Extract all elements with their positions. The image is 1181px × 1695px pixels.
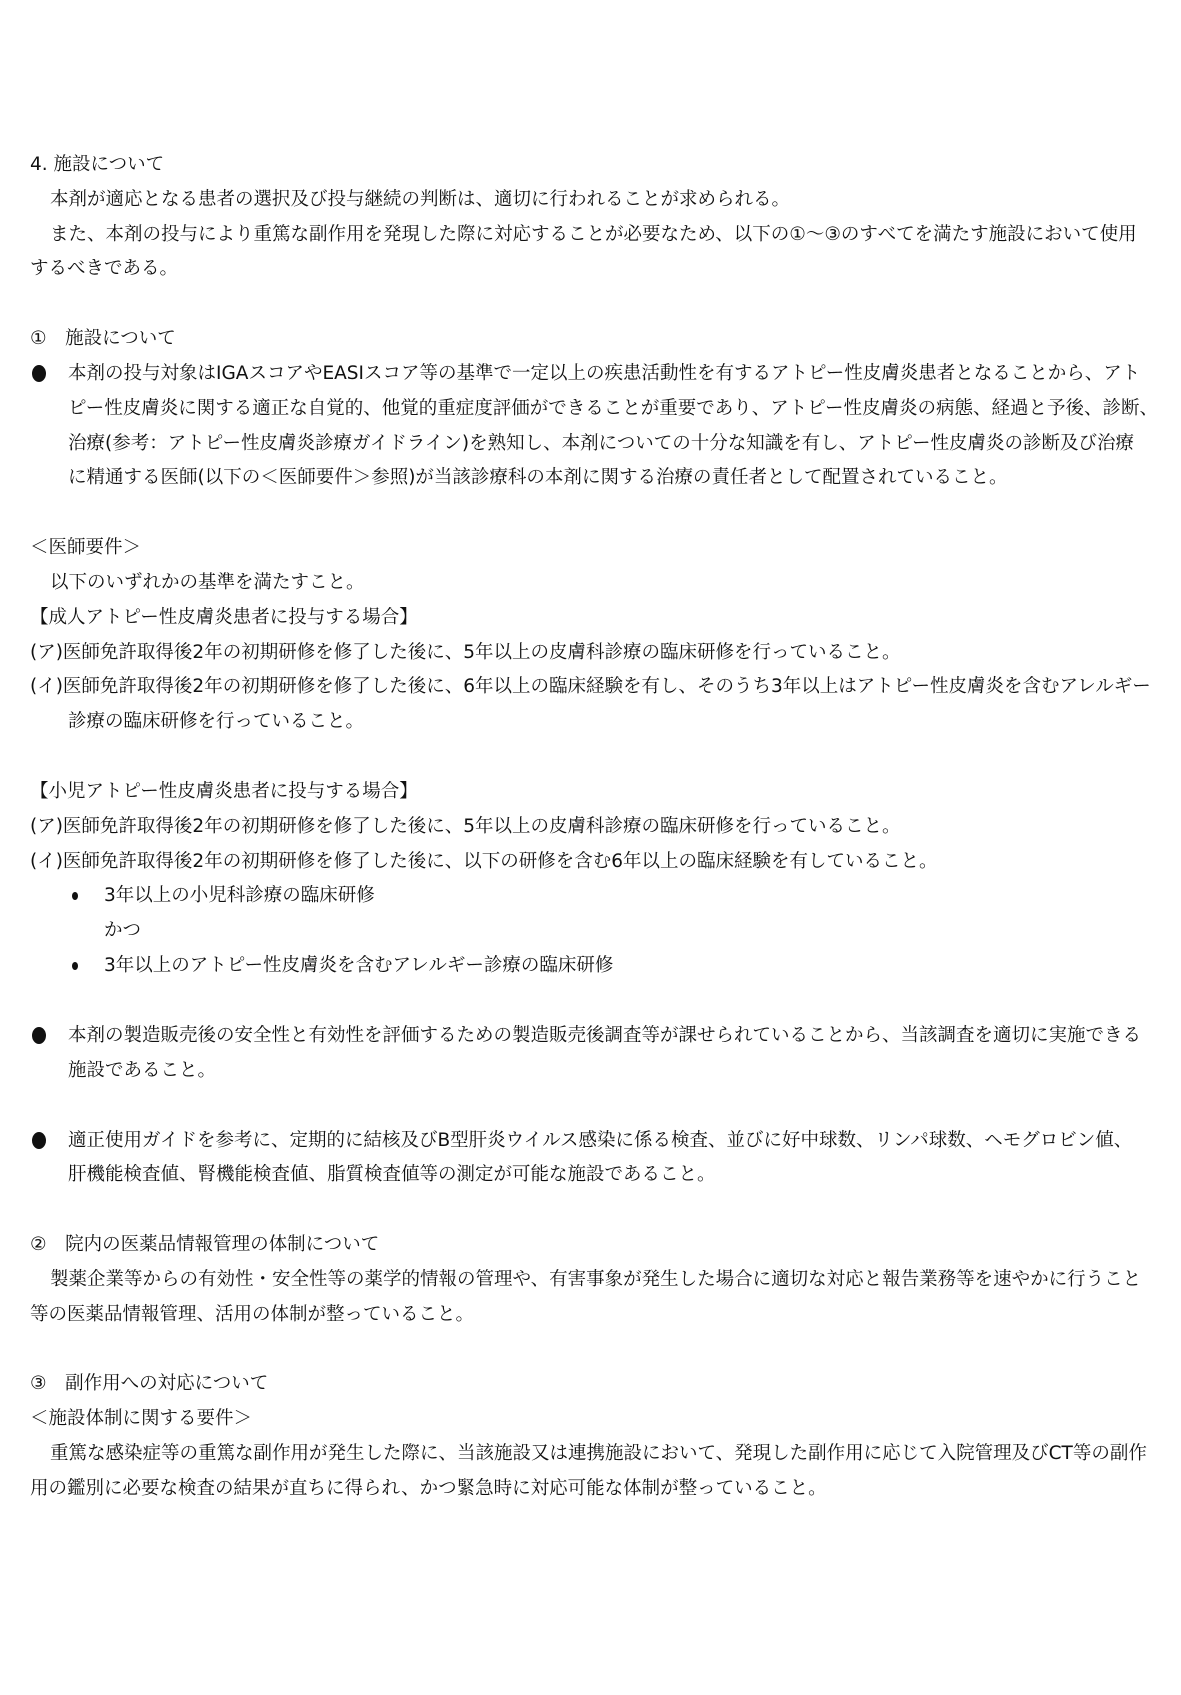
paragraph-line: 適正使用ガイドを参考に、定期的に結核及びB型肝炎ウイルス感染に係る検査、並びに好中球数、リンパ球数、ヘモグロビン値、	[68, 1130, 1133, 1151]
child-sub-item: 3年以上の小児科診療の臨床研修	[104, 885, 375, 906]
intro-line: するべきである。	[30, 258, 179, 279]
paragraph-line: 重篤な感染症等の重篤な副作用が発生した際に、当該施設又は連携施設において、発現した副作用に応じて入院管理及びCT等の副作	[50, 1443, 1147, 1464]
paragraph-line: 等の医薬品情報管理、活用の体制が整っていること。	[30, 1304, 475, 1325]
paragraph-line: に精通する医師(以下の＜医師要件＞参照)が当該診療科の本剤に関する治療の責任者として配置されていること。	[68, 467, 1008, 488]
bullet-icon	[32, 1132, 46, 1149]
child-heading: 【小児アトピー性皮膚炎患者に投与する場合】	[30, 781, 418, 802]
bullet-icon	[32, 365, 46, 382]
section-3-heading: ③ 副作用への対応について	[30, 1373, 269, 1394]
facility-requirements-heading: ＜施設体制に関する要件＞	[30, 1408, 253, 1429]
section-1-heading: ① 施設について	[30, 328, 176, 349]
sub-bullet-icon	[72, 962, 78, 970]
paragraph-line: 肝機能検査値、腎機能検査値、脂質検査値等の測定が可能な施設であること。	[68, 1164, 716, 1185]
child-criterion-a: (ア)医師免許取得後2年の初期研修を修了した後に、5年以上の皮膚科診療の臨床研修を行っていること。	[30, 816, 901, 837]
paragraph-line: ピー性皮膚炎に関する適正な自覚的、他覚的重症度評価ができることが重要であり、アトピー性皮膚炎の病態、経過と予後、診断、	[68, 398, 1159, 419]
paragraph-line: 本剤の製造販売後の安全性と有効性を評価するための製造販売後調査等が課せられていることから、当該調査を適切に実施できる	[68, 1025, 1142, 1046]
adult-criterion-i: (イ)医師免許取得後2年の初期研修を修了した後に、6年以上の臨床経験を有し、そのうち3年以上はアトピー性皮膚炎を含むアレルギー	[30, 676, 1151, 697]
doctor-requirements-intro: 以下のいずれかの基準を満たすこと。	[50, 572, 365, 593]
intro-line: また、本剤の投与により重篤な副作用を発現した際に対応することが必要なため、以下の①～③のすべてを満たす施設において使用	[50, 224, 1137, 245]
adult-criterion-a: (ア)医師免許取得後2年の初期研修を修了した後に、5年以上の皮膚科診療の臨床研修を行っていること。	[30, 642, 901, 663]
intro-line: 本剤が適応となる患者の選択及び投与継続の判断は、適切に行われることが求められる。	[50, 189, 791, 210]
paragraph-line: 用の鑑別に必要な検査の結果が直ちに得られ、かつ緊急時に対応可能な体制が整っていること。	[30, 1478, 827, 1499]
child-criterion-i: (イ)医師免許取得後2年の初期研修を修了した後に、以下の研修を含む6年以上の臨床経験を有していること。	[30, 851, 938, 872]
sub-bullet-icon	[72, 892, 78, 900]
paragraph-line: 治療(参考：アトピー性皮膚炎診療ガイドライン)を熟知し、本剤についての十分な知識を有し、アトピー性皮膚炎の診断及び治療	[68, 433, 1134, 454]
doctor-requirements-heading: ＜医師要件＞	[30, 537, 142, 558]
section-2-heading: ② 院内の医薬品情報管理の体制について	[30, 1234, 380, 1255]
section-title: 4. 施設について	[30, 154, 165, 175]
paragraph-line: 本剤の投与対象はIGAスコアやEASIスコア等の基準で一定以上の疾患活動性を有するアトピー性皮膚炎患者となることから、アト	[68, 363, 1141, 384]
adult-criterion-i: 診療の臨床研修を行っていること。	[68, 711, 365, 732]
child-sub-item: 3年以上のアトピー性皮膚炎を含むアレルギー診療の臨床研修	[104, 955, 614, 976]
paragraph-line: 施設であること。	[68, 1060, 217, 1081]
child-and: かつ	[104, 920, 142, 941]
paragraph-line: 製薬企業等からの有効性・安全性等の薬学的情報の管理や、有害事象が発生した場合に適切な対応と報告業務等を速やかに行うこと	[50, 1269, 1142, 1290]
bullet-icon	[32, 1027, 46, 1044]
adult-heading: 【成人アトピー性皮膚炎患者に投与する場合】	[30, 607, 418, 628]
